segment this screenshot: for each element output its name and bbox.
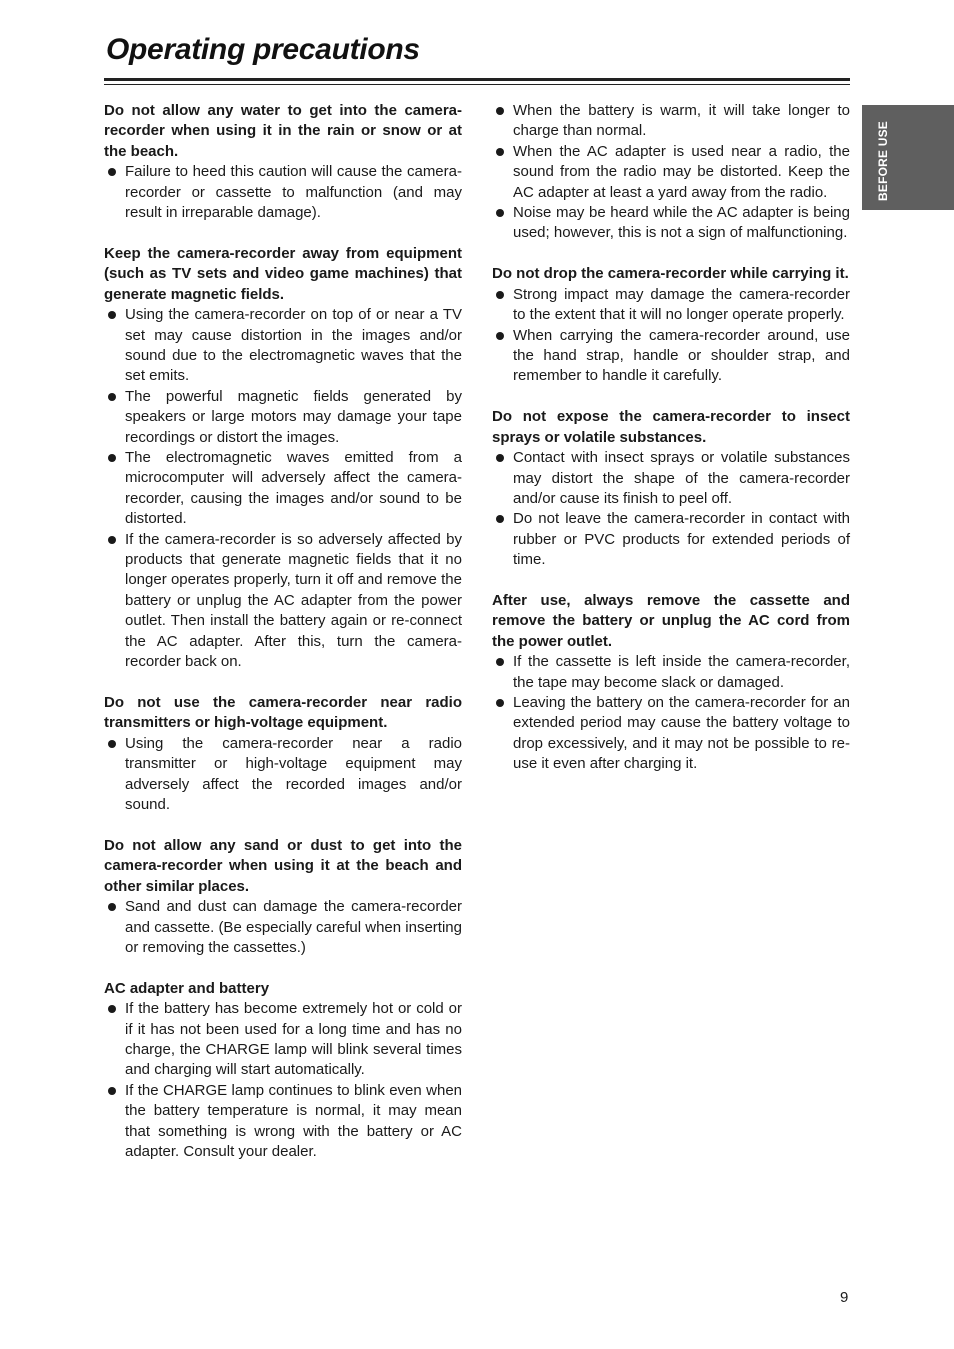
bullet-dot-icon — [108, 393, 116, 401]
precaution-section-drop — [492, 264, 850, 386]
bullet-text: If the battery has become extremely hot or cold or if it has not been used for a long time and has no charge, the CHARGE lamp will blink several times and charging will start automatically. — [125, 1000, 462, 1079]
precaution-section-radio — [104, 693, 462, 815]
bullet-dot-icon — [496, 699, 504, 707]
page-title: Operating precautions — [106, 33, 420, 66]
bullet-text: The powerful magnetic fields generated by speakers or large motors may damage your tape recordings or distort the images. — [125, 387, 462, 446]
section-heading: Keep the camera-recorder away from equipment (such as TV sets and video game machines) that generate magnetic fields. — [104, 244, 462, 303]
bullet-dot-icon — [496, 107, 504, 115]
section-heading: Do not allow any sand or dust to get into the camera-recorder when using it at the beach and other similar places. — [104, 836, 462, 895]
bullet-item — [104, 162, 462, 223]
section-heading: After use, always remove the cassette and remove the battery or unplug the AC cord from the power outlet. — [492, 592, 850, 650]
bullet-list — [492, 285, 850, 387]
bullet-list — [104, 734, 462, 816]
bullet-item — [492, 448, 850, 509]
bullet-list — [492, 448, 850, 570]
section-heading: Do not use the camera-recorder near radio transmitters or high-voltage equipment. — [104, 693, 462, 732]
bullet-dot-icon — [108, 454, 116, 462]
bullet-item — [104, 387, 462, 448]
bullet-dot-icon — [496, 658, 504, 666]
bullet-text: Contact with insect sprays or volatile substances may distort the shape of the camera-recorder and/or cause its finish to peel off. — [513, 449, 850, 507]
bullet-item — [492, 326, 850, 387]
bullet-list — [104, 999, 462, 1162]
bullet-text: When the AC adapter is used near a radio, the sound from the radio may be distorted. Keep the AC adapter at least a yard away from the radio. — [513, 142, 850, 201]
bullet-item — [104, 305, 462, 387]
bullet-item — [104, 448, 462, 530]
bullet-dot-icon — [496, 148, 504, 156]
bullet-list — [492, 101, 850, 244]
bullet-item — [492, 652, 850, 693]
bullet-list — [492, 652, 850, 774]
right-column — [492, 101, 850, 795]
bullet-text: Strong impact may damage the camera-recorder to the extent that it will no longer operate properly. — [513, 285, 850, 324]
left-column — [104, 101, 462, 1183]
precaution-section-ac-adapter-continued — [492, 101, 850, 244]
bullet-text: If the camera-recorder is so adversely affected by products that generate magnetic fields that it no longer operates properly, turn it off and remove the battery or unplug the AC adapter from the power outlet. Then install the battery again or re-connect the AC adapter. After this, turn the camera-recorder back on. — [125, 530, 462, 671]
bullet-dot-icon — [108, 536, 116, 544]
bullet-item — [104, 897, 462, 958]
precaution-section-insect-sprays — [492, 407, 850, 570]
bullet-item — [492, 142, 850, 203]
bullet-text: The electromagnetic waves emitted from a microcomputer will adversely affect the camera-recorder, causing the images and/or sound to be distorted. — [125, 449, 462, 528]
bullet-dot-icon — [496, 209, 504, 217]
bullet-dot-icon — [496, 291, 504, 299]
bullet-item — [492, 203, 850, 244]
bullet-item — [492, 693, 850, 775]
bullet-item — [492, 101, 850, 142]
precaution-section-ac-adapter — [104, 979, 462, 1163]
bullet-dot-icon — [108, 740, 116, 748]
bullet-item — [104, 530, 462, 673]
precaution-section-magnetic — [104, 244, 462, 673]
title-rule-thin — [104, 84, 850, 85]
bullet-dot-icon — [108, 1005, 116, 1013]
bullet-text: Sand and dust can damage the camera-recorder and cassette. (Be especially careful when inserting or removing the cassettes.) — [125, 898, 462, 956]
bullet-list — [104, 305, 462, 672]
title-rule-thick — [104, 78, 850, 81]
bullet-dot-icon — [496, 454, 504, 462]
bullet-item — [104, 1081, 462, 1163]
section-side-tab-label: BEFORE USE — [876, 120, 890, 201]
bullet-list — [104, 162, 462, 223]
bullet-text: Using the camera-recorder near a radio transmitter or high-voltage equipment may adversely affect the recorded images and/or sound. — [125, 734, 462, 813]
bullet-text: Using the camera-recorder on top of or near a TV set may cause distortion in the images and/or sound due to the electromagnetic waves that the set emits. — [125, 306, 462, 385]
section-heading: AC adapter and battery — [104, 979, 270, 997]
bullet-item — [492, 285, 850, 326]
section-heading: Do not expose the camera-recorder to insect sprays or volatile substances. — [492, 408, 850, 446]
page-number: 9 — [840, 1289, 849, 1306]
bullet-dot-icon — [496, 515, 504, 523]
bullet-dot-icon — [108, 311, 116, 319]
bullet-dot-icon — [496, 332, 504, 340]
bullet-text: If the CHARGE lamp continues to blink even when the battery temperature is normal, it may mean that something is wrong with the battery or AC adapter. Consult your dealer. — [125, 1081, 462, 1161]
bullet-item — [492, 509, 850, 570]
section-heading: Do not drop the camera-recorder while carrying it. — [492, 265, 849, 283]
bullet-dot-icon — [108, 1087, 116, 1095]
bullet-item — [104, 999, 462, 1081]
bullet-text: When the battery is warm, it will take longer to charge than normal. — [513, 102, 850, 140]
bullet-text: When carrying the camera-recorder around, use the hand strap, handle or shoulder strap, and remember to handle it carefully. — [513, 326, 850, 385]
bullet-item — [104, 734, 462, 816]
bullet-dot-icon — [108, 168, 116, 176]
precaution-section-after-use — [492, 591, 850, 775]
bullet-text: Do not leave the camera-recorder in contact with rubber or PVC products for extended periods of time. — [513, 510, 850, 569]
bullet-list — [104, 897, 462, 958]
bullet-text: Leaving the battery on the camera-recorder for an extended period may cause the battery voltage to drop excessively, and it may not be possible to re-use it even after charging it. — [513, 694, 850, 773]
precaution-section-sand — [104, 836, 462, 958]
precaution-section-water — [104, 101, 462, 223]
bullet-text: If the cassette is left inside the camera-recorder, the tape may become slack or damaged. — [513, 653, 850, 691]
section-heading: Do not allow any water to get into the camera-recorder when using it in the rain or snow or at the beach. — [104, 102, 462, 160]
bullet-text: Failure to heed this caution will cause the camera-recorder or cassette to malfunction (and may result in irreparable damage). — [125, 163, 462, 222]
bullet-text: Noise may be heard while the AC adapter is being used; however, this is not a sign of malfunctioning. — [513, 204, 850, 242]
bullet-dot-icon — [108, 903, 116, 911]
